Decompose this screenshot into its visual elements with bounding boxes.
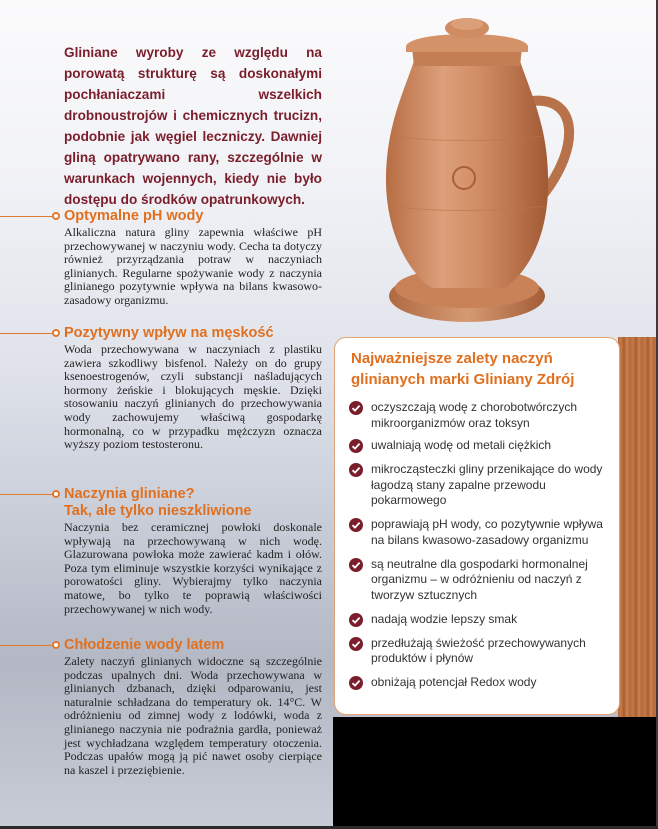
section-title xyxy=(64,486,322,520)
section-title-line2: Tak, ale tylko nieszkliwione xyxy=(64,503,252,519)
bullet-dot xyxy=(52,329,60,337)
list-item xyxy=(349,636,611,667)
check-circle-icon xyxy=(349,613,363,627)
section-body: Woda przechowywana w naczyniach z plastiku zawiera szkodliwy bisfenol. Należy on do grupy ksenoestrogenów, czyli substancji naśladujących hormony żeńskie i blokujących męskie. Dzięki stosowaniu naczyń glinianych do przechowywania wody zachowujemy właściwą gospodarkę hormonalną, co w przypadku mężczyzn oznacza wyższy poziom testosteronu. xyxy=(64,342,322,452)
list-item xyxy=(349,612,611,628)
check-circle-icon xyxy=(349,463,363,477)
bullet-dot xyxy=(52,490,60,498)
list-item xyxy=(349,517,611,548)
check-circle-icon xyxy=(349,401,363,415)
list-item-text: są neutralne dla gospodarki hormonalnej organizmu – w odróżnieniu od naczyń z tworzyw sztucznych xyxy=(371,556,588,602)
list-item-text: obniżają potencjał Redox wody xyxy=(371,675,537,689)
intro-paragraph: Gliniane wyroby ze względu na porowatą strukturę są doskonałymi pochłaniaczami wszelkich drobnoustrojów i chemicznych trucizn, podobnie jak węgiel leczniczy. Dawniej gliną opatrywano rany, szczególnie w warunkach wojennych, kiedy nie było dostępu do środków opatrunkowych. xyxy=(64,44,322,207)
list-item-text: uwalniają wodę od metali ciężkich xyxy=(371,438,552,452)
section-body: Zalety naczyń glinianych widoczne są szczególnie podczas upalnych dni. Woda przechowywana w glinianych dzbanach, dzięki odparowaniu, jest naturalnie schładzana do temperatury ok. 14°C. W odróżnieniu od zimnej wody z lodówki, woda z glinianego naczynia nie podrażnia gardła, ponieważ jest wychładzana względem temperatury otoczenia. Podczas upałów mogą ją pić nawet osoby cierpiące na kaszel i przeziębienie. xyxy=(64,654,322,777)
section-body: Alkaliczna natura gliny zapewnia właściwe pH przechowywanej w naczyniu wody. Cecha ta dotyczy również przyrządzania potraw w naczyniach glinianych. Regularne spożywanie wody z naczynia glinianego pozytywnie wpływa na bilans kwasowo-zasadowy organizmu. xyxy=(64,225,322,307)
list-item xyxy=(349,675,611,691)
list-item-text: oczyszczają wodę z chorobotwórczych mikroorganizmów oraz toksyn xyxy=(371,400,578,430)
clay-jug-image xyxy=(372,6,582,336)
check-circle-icon xyxy=(349,558,363,572)
wood-texture xyxy=(618,337,656,717)
check-circle-icon xyxy=(349,676,363,690)
section-title-line1: Naczynia gliniane? xyxy=(64,486,195,502)
check-circle-icon xyxy=(349,518,363,532)
leader-line xyxy=(0,333,54,334)
leader-line xyxy=(0,216,54,217)
leader-line xyxy=(0,494,54,495)
benefits-title xyxy=(351,348,611,390)
list-item xyxy=(349,462,611,509)
benefits-box xyxy=(334,337,620,715)
leader-line xyxy=(0,645,54,646)
bullet-dot xyxy=(52,641,60,649)
check-circle-icon xyxy=(349,439,363,453)
benefits-title-line2: glinianych marki Gliniany Zdrój xyxy=(351,371,575,388)
list-item-text: nadają wodzie lepszy smak xyxy=(371,611,518,626)
section-cooling xyxy=(64,637,322,777)
section-unglazed xyxy=(64,486,322,616)
benefits-title-line1: Najważniejsze zalety naczyń xyxy=(351,350,553,367)
section-body: Naczynia bez ceramicznej powłoki doskonale wpływają na przechowywaną w nich wodę. Glazurowana powłoka może zawierać kadm i ołów. Poza tym eliminuje wszystkie korzyści wynikające z porowatości gliny. Wybierajmy tylko naczynia matowe, bo tylko te poprawią właściwości przechowywanej w nich wody. xyxy=(64,520,322,616)
list-item xyxy=(349,438,611,454)
section-masculinity xyxy=(64,325,322,452)
list-item-text: mikrocząsteczki gliny przenikające do wody łagodzą stany zapalne przewodu pokarmowego xyxy=(371,462,603,507)
section-title: Chłodzenie wody latem xyxy=(64,637,225,653)
list-item-text: przedłużają świeżość przechowywanych produktów i płynów xyxy=(371,635,586,665)
list-item xyxy=(349,400,611,431)
black-panel xyxy=(333,717,656,829)
list-item-text: poprawiają pH wody, co pozytywnie wpływa na bilans kwasowo-zasadowy organizmu xyxy=(371,517,603,547)
section-title: Optymalne pH wody xyxy=(64,208,204,224)
benefits-list xyxy=(349,400,611,699)
section-ph xyxy=(64,208,322,308)
bullet-dot xyxy=(52,212,60,220)
list-item xyxy=(349,557,611,604)
section-title: Pozytywny wpływ na męskość xyxy=(64,325,274,341)
check-circle-icon xyxy=(349,637,363,651)
